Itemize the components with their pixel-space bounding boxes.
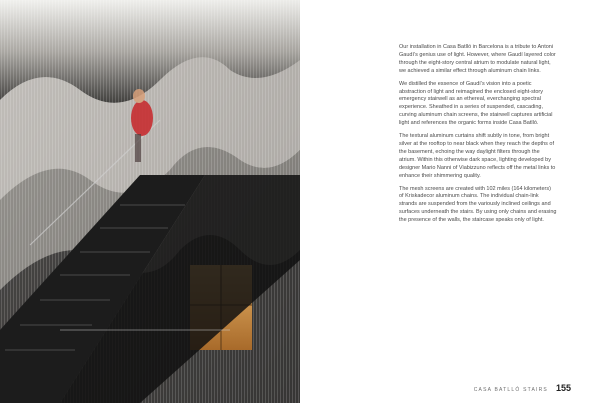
article-body xyxy=(399,44,557,230)
running-head: CASA BATLLÓ STAIRS xyxy=(473,387,548,393)
page-number: 155 xyxy=(555,383,571,393)
paragraph: Our installation in Casa Batlló in Barcelona is a tribute to Antoni Gaudí’s genius use of light. However, where Gaudí layered color through the eight-story central atrium to modulate natural light, we achieved a similar effect through aluminum chain links. xyxy=(399,44,556,74)
paragraph: We distilled the essence of Gaudí’s vision into a poetic abstraction of light and reimagined the enclosed eight-story emergency stairwell as an ethereal, everchanging spectral experience. Sheathed in a series of suspended, cascading, curving aluminum chain screens, the stairwell captures artificial light and references the organic forms inside Casa Batlló. xyxy=(399,80,553,127)
paragraph: The mesh screens are created with 102 miles (164 kilometers) of Kriskadecor aluminum chains. The individual chain-link strands are suspended from the variously inclined ceilings and surfaces underneath the stairs. By using only chains and erasing the presence of the walls, the staircase speaks only of light. xyxy=(399,185,557,224)
text-page xyxy=(300,0,600,403)
paragraph: The textural aluminum curtains shift subtly in tone, from bright silver at the rooftop to near black when they reach the depths of the basement, echoing the way daylight filters through the atrium. Within this otherwise dark space, lighting developed by designer Mario Nanni of Viabizzuno reflects off the metal links to enhance their shimmering quality. xyxy=(399,133,556,179)
page-footer xyxy=(474,383,571,393)
